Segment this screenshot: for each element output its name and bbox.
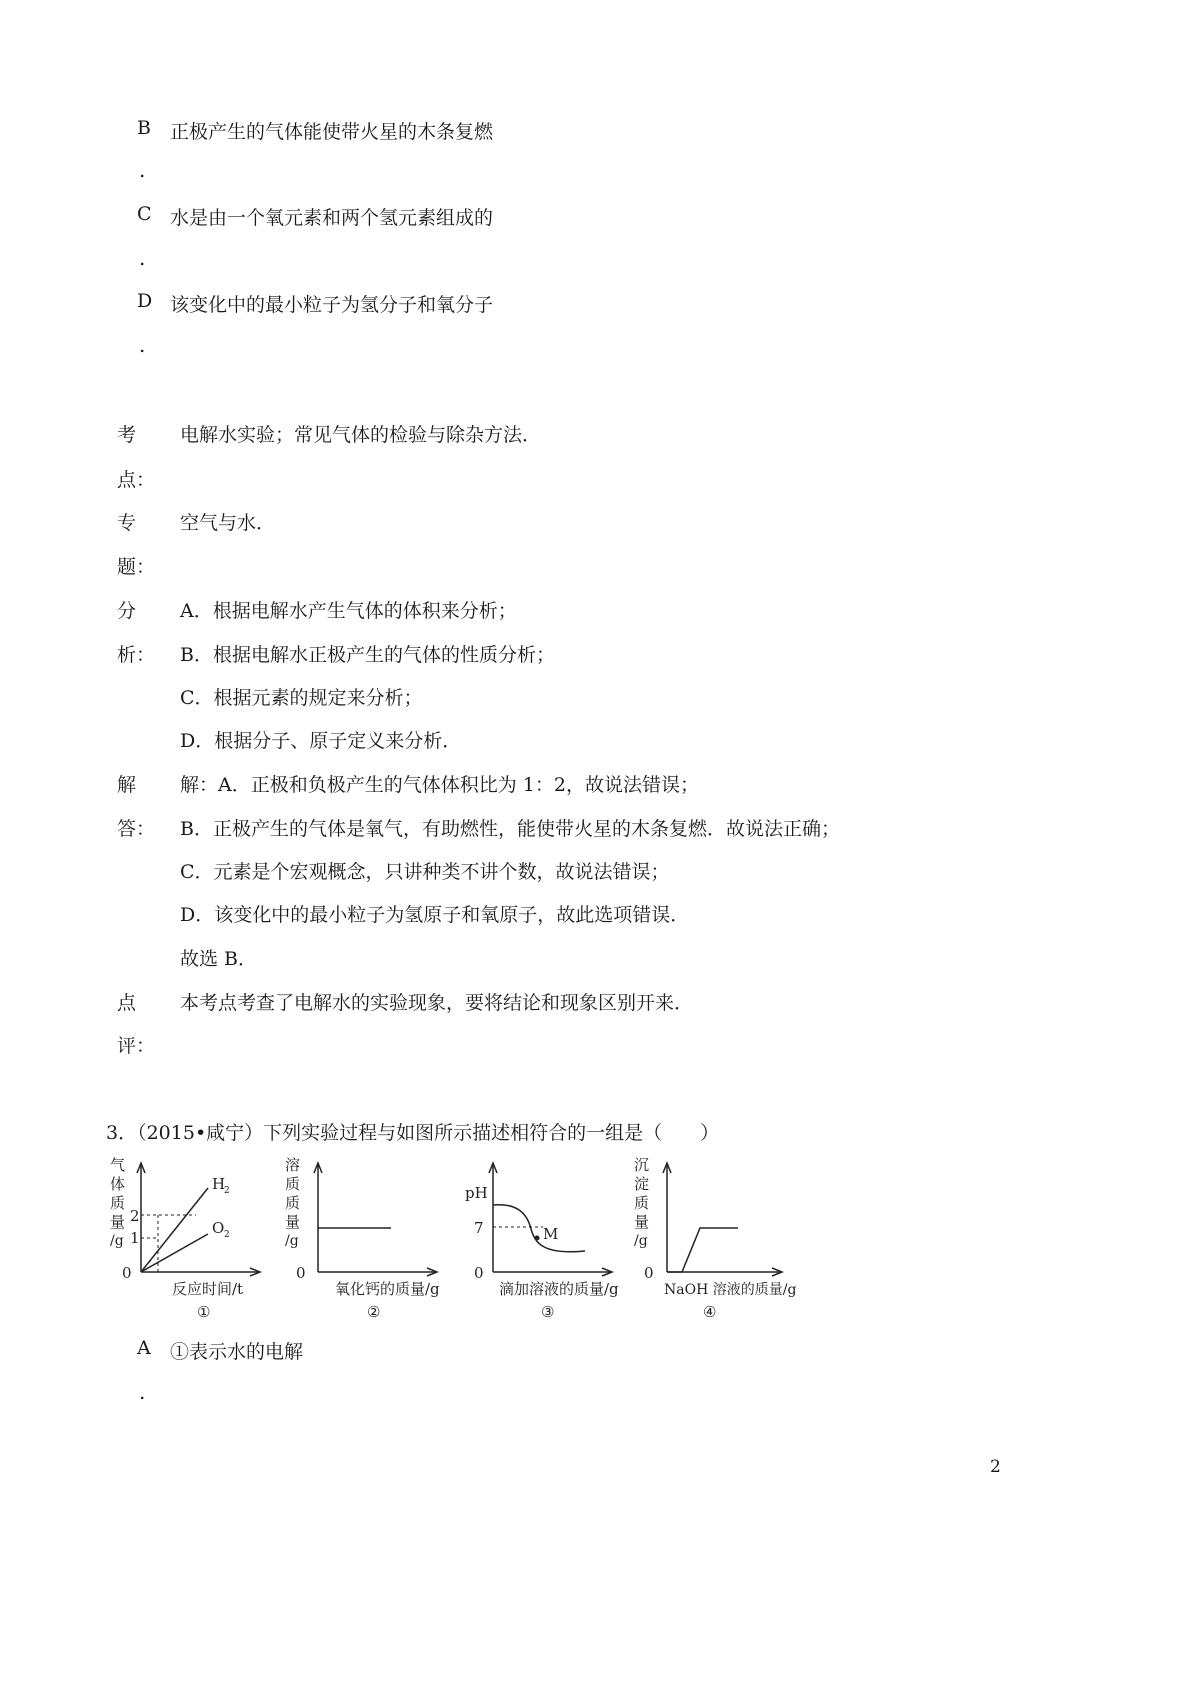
option-c-letter: C	[137, 203, 152, 225]
chart-2-num: ②	[367, 1303, 381, 1321]
fenxi-line-1: A．根据电解水产生气体的体积来分析；	[180, 600, 517, 622]
chart-1-h2-sub: 2	[224, 1186, 230, 1196]
jieda-line-5: 故选 B．	[180, 948, 258, 970]
page-number: 2	[990, 1457, 1001, 1477]
chart-1-ylabel-0: 气	[110, 1156, 126, 1174]
chart-3-ylabel: pH	[465, 1184, 488, 1202]
chart-4-xlabel: NaOH 溶液的质量/g	[664, 1282, 797, 1298]
jieda-line-1: 解：A．正极和负极产生的气体体积比为 1：2，故说法错误；	[180, 774, 699, 796]
chart-3-origin: 0	[474, 1264, 484, 1282]
option-d-text: 该变化中的最小粒子为氢分子和氧分子	[170, 294, 494, 316]
fenxi-line-2: B．根据电解水正极产生的气体的性质分析；	[180, 644, 555, 666]
option-c-dot: .	[139, 246, 146, 270]
chart-4	[630, 1156, 810, 1330]
zhuanti-text: 空气与水．	[180, 512, 276, 534]
option-a-text: ①表示水的电解	[170, 1341, 304, 1363]
jieda-line-2: B．正极产生的气体是氧气，有助燃性，能使带火星的木条复燃．故说法正确；	[180, 818, 840, 840]
chart-4-ylabel-4: /g	[634, 1233, 648, 1249]
chart-4-origin: 0	[644, 1264, 654, 1282]
chart-4-ylabel-2: 质	[634, 1194, 650, 1212]
chart-2-ylabel-0: 溶	[285, 1156, 301, 1174]
chart-3-tick-7: 7	[474, 1219, 484, 1237]
chart-2-ylabel-1: 质	[285, 1175, 301, 1193]
chart-1-svg	[108, 1156, 268, 1325]
chart-4-ylabel-0: 沉	[634, 1156, 650, 1174]
fenxi-label-2: 析：	[117, 644, 156, 666]
dianping-text: 本考点考查了电解水的实验现象，要将结论和现象区别开来．	[180, 992, 694, 1014]
option-c-text: 水是由一个氧元素和两个氢元素组成的	[170, 207, 494, 229]
option-b-dot: .	[139, 158, 146, 182]
chart-1-tick-2: 2	[130, 1207, 140, 1225]
kaodian-label-2: 点：	[117, 469, 156, 491]
fenxi-line-3: C．根据元素的规定来分析；	[180, 687, 423, 709]
dianping-label-1: 点	[117, 992, 137, 1014]
chart-2-xlabel: 氧化钙的质量/g	[335, 1280, 440, 1298]
jieda-label-1: 解	[117, 774, 137, 796]
jieda-line-4: D．该变化中的最小粒子为氢原子和氧原子，故此选项错误．	[180, 904, 690, 926]
chart-1-tick-1: 1	[130, 1229, 140, 1247]
chart-1-ylabel-2: 质	[110, 1194, 126, 1212]
option-d-dot: .	[139, 333, 146, 357]
chart-2-ylabel-4: /g	[285, 1233, 299, 1249]
chart-3-m-label: M	[543, 1225, 559, 1243]
jieda-line-3: C．元素是个宏观概念，只讲种类不讲个数，故说法错误；	[180, 861, 670, 883]
option-d-letter: D	[137, 290, 153, 312]
chart-4-ylabel-3: 量	[634, 1213, 650, 1231]
chart-2-ylabel-3: 量	[285, 1213, 301, 1231]
question-3: 3．（2015•咸宁）下列实验过程与如图所示描述相符合的一组是（ ）	[106, 1122, 720, 1144]
dianping-label-2: 评：	[117, 1035, 156, 1057]
chart-3-xlabel: 滴加溶液的质量/g	[499, 1280, 619, 1298]
chart-1-ylabel-3: 量	[110, 1213, 126, 1231]
chart-1-h2-label: H	[212, 1175, 226, 1193]
option-a-dot: .	[139, 1380, 146, 1404]
chart-1-xlabel: 反应时间/t	[172, 1280, 244, 1298]
option-a-letter: A	[137, 1337, 151, 1359]
chart-3-num: ③	[541, 1303, 555, 1321]
chart-1-h2-line	[141, 1188, 208, 1272]
chart-1-o2-sub: 2	[224, 1230, 230, 1240]
chart-3	[465, 1184, 625, 1330]
chart-3-m-point	[535, 1236, 540, 1241]
jieda-label-2: 答：	[117, 818, 156, 840]
chart-4-num: ④	[703, 1303, 717, 1321]
chart-2-svg	[283, 1156, 443, 1325]
chart-1-num: ①	[197, 1303, 211, 1321]
fenxi-line-4: D．根据分子、原子定义来分析．	[180, 730, 462, 752]
chart-2	[283, 1156, 443, 1330]
chart-3-curve	[493, 1205, 585, 1252]
chart-1-o2-line	[141, 1234, 208, 1272]
chart-1-ylabel-4: /g	[110, 1233, 124, 1249]
chart-4-line	[667, 1228, 738, 1272]
chart-4-svg	[630, 1156, 810, 1325]
chart-4-ylabel-1: 淀	[634, 1175, 650, 1193]
chart-2-origin: 0	[296, 1264, 306, 1282]
chart-1	[108, 1156, 268, 1330]
chart-1-ylabel-1: 体	[110, 1175, 126, 1193]
zhuanti-label-2: 题：	[117, 556, 156, 578]
chart-1-origin: 0	[122, 1264, 132, 1282]
option-b-letter: B	[137, 117, 151, 139]
chart-2-ylabel-2: 质	[285, 1194, 301, 1212]
kaodian-text: 电解水实验；常见气体的检验与除杂方法．	[180, 424, 542, 446]
option-b-text: 正极产生的气体能使带火星的木条复燃	[170, 121, 494, 143]
chart-1-o2-label: O	[212, 1219, 225, 1237]
zhuanti-label-1: 专	[117, 512, 137, 534]
kaodian-label-1: 考	[117, 424, 137, 446]
chart-3-svg	[465, 1184, 625, 1325]
fenxi-label-1: 分	[117, 600, 137, 622]
